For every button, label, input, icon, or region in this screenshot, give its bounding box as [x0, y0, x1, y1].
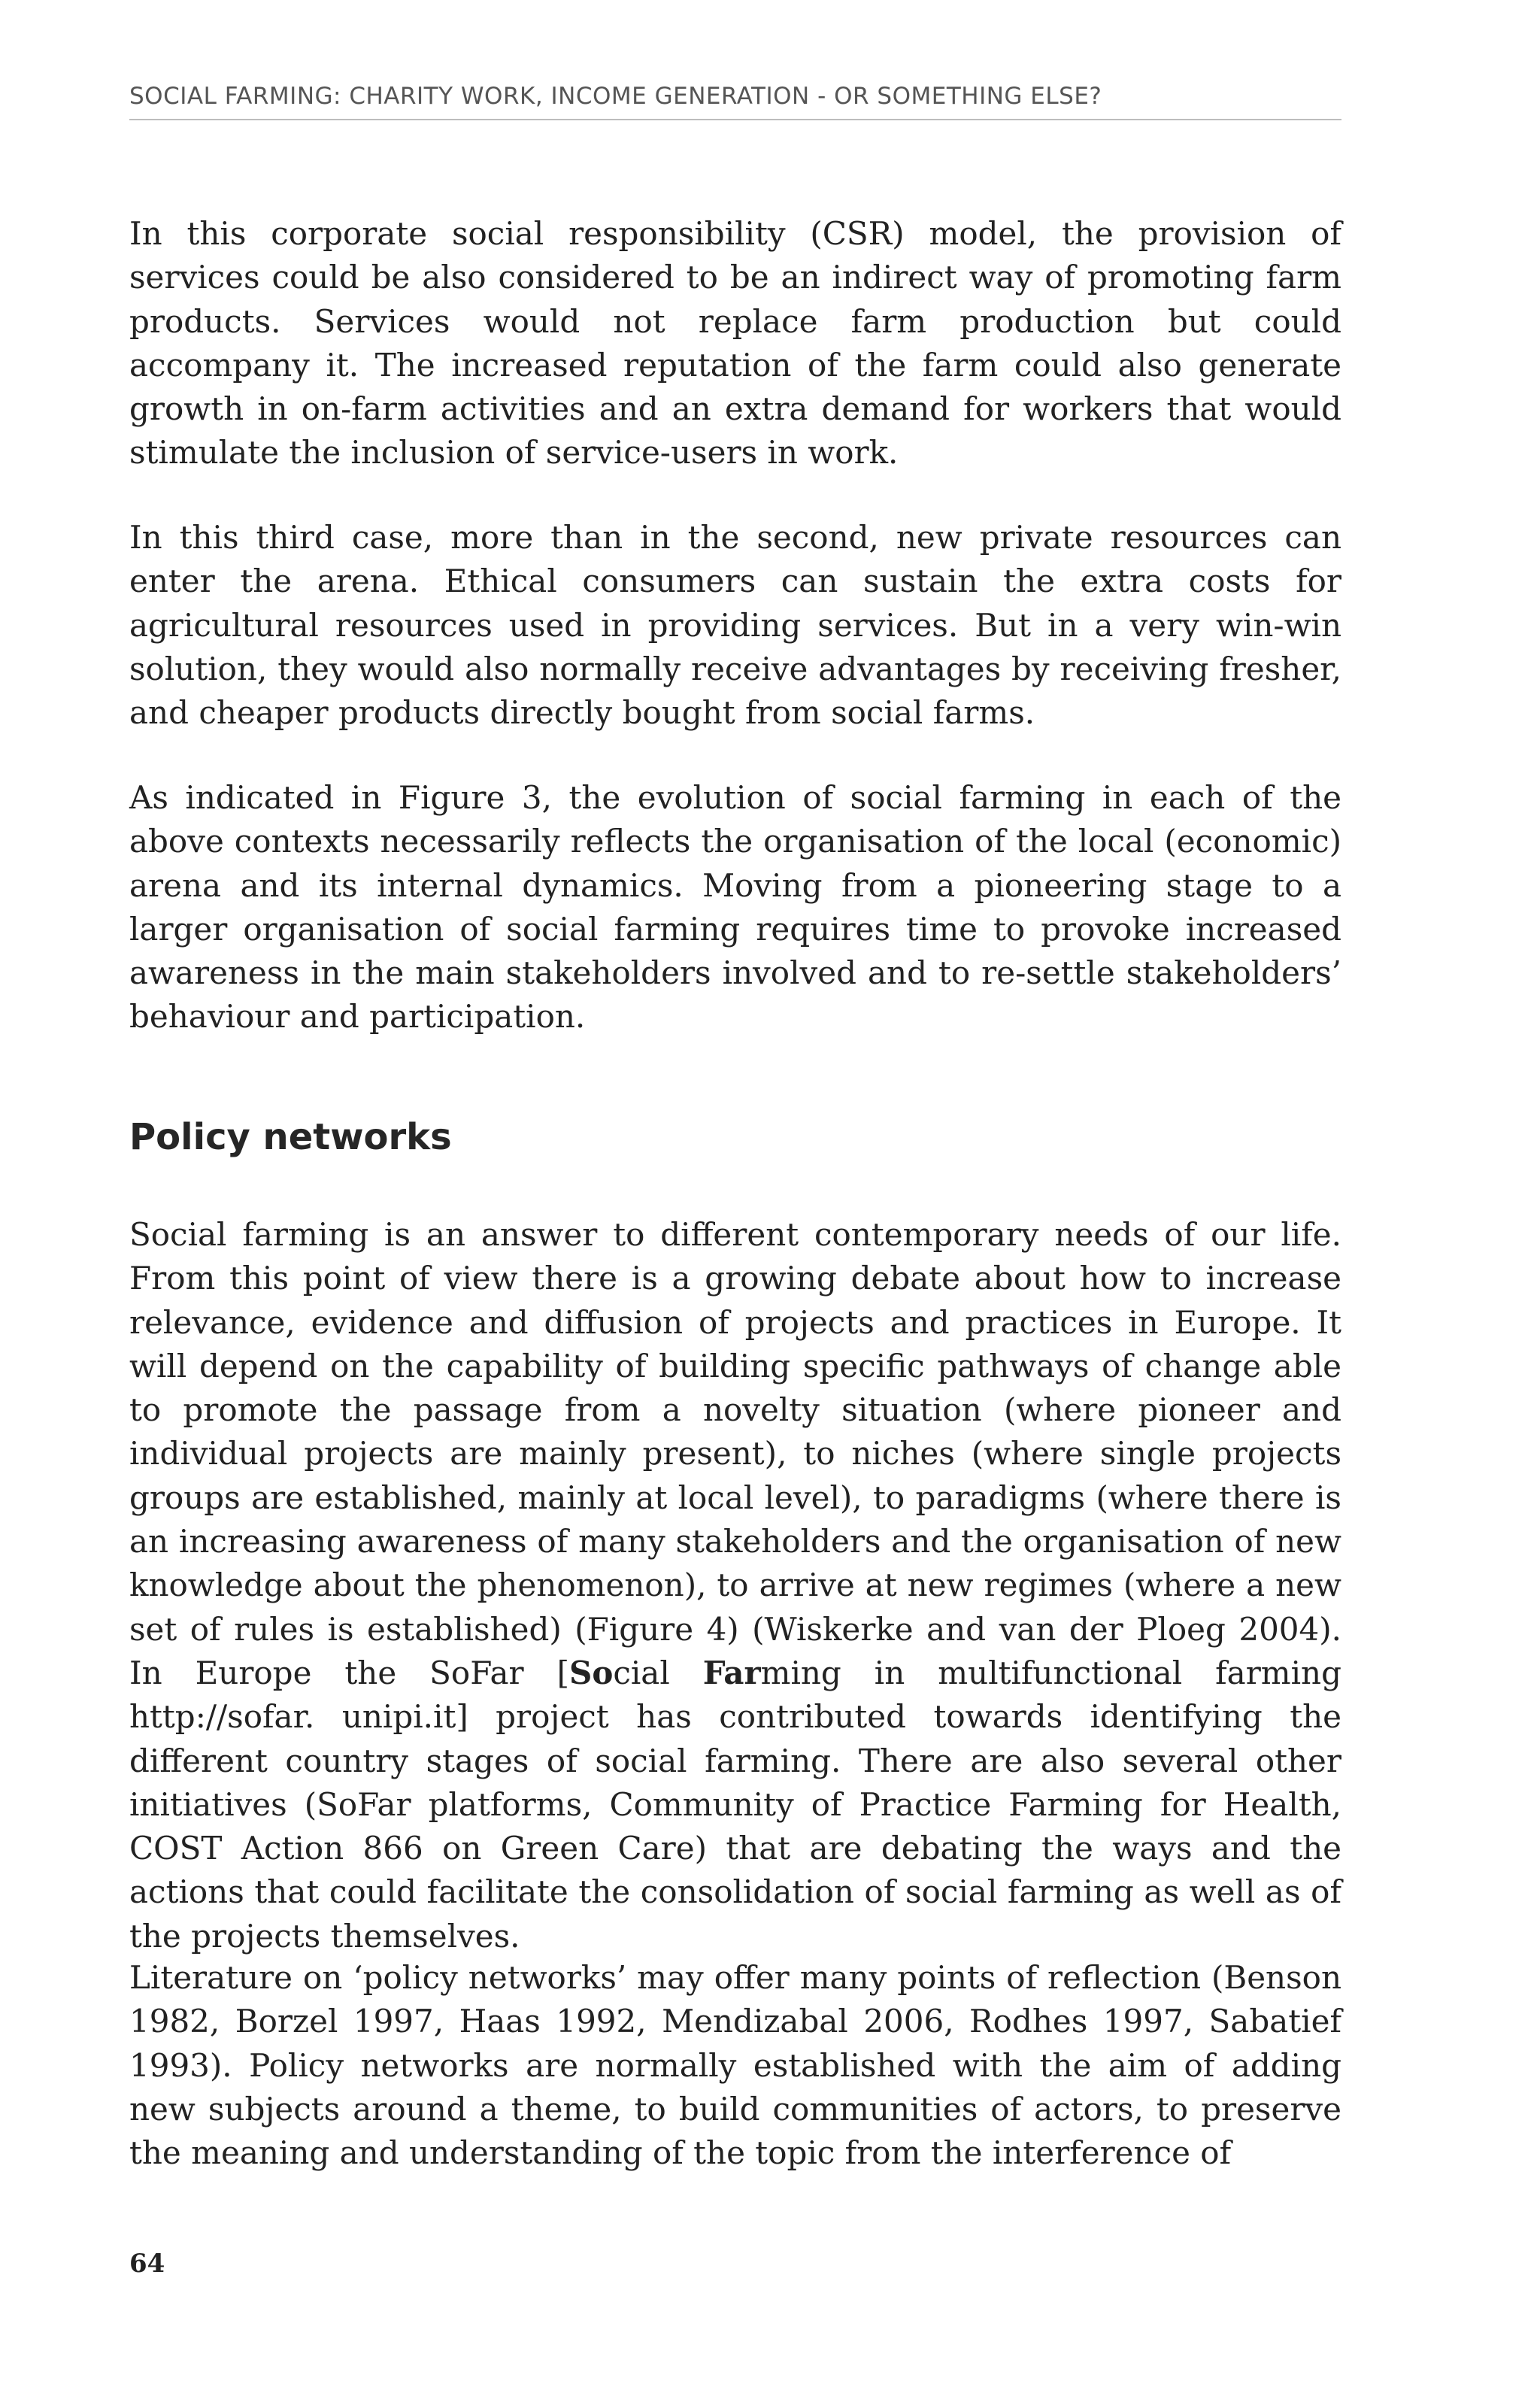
text-run: ming in multifunctional farming http://sofar. unipi.it] project has contributed towards identifying the different country stages of social farming. There are also several other initiatives (SoFar platforms, Community of Practice Farming for Health, COST Action 866 on Green Care) that are debating the ways and the actions that could facilitate the consolidation of social farming as well as of the projects themselves. [129, 1654, 1341, 1955]
header-divider [129, 119, 1341, 120]
text-run: Social farming is an answer to different contemporary needs of our life. From this point of view there is a growing debate about how to increase relevance, evidence and diffusion of projects and practices in Europe. It will depend on the capability of building specific pathways of change able to promote the passage from a novelty situation (where pioneer and individual projects are mainly present), to niches (where single projects groups are established, mainly at local level), to paradigms (where there is an increasing awareness of many stakeholders and the organisation of new knowledge about the phenomenon), to arrive at new regimes (where a new set of rules is established) (Figure 4) (Wiskerke and van der Ploeg 2004). In Europe the SoFar [ [129, 1216, 1341, 1691]
bold-so: So [568, 1654, 614, 1691]
paragraph-figure-3: As indicated in Figure 3, the evolution of social farming in each of the above contexts necessarily reflects the organisation of the local (economic) arena and its internal dynamics. Moving from a pioneering stage to a larger organisation of social farming requires time to provoke increased awareness in the main stakeholders involved and to re-settle stakeholders’ behaviour and participation. [129, 779, 1341, 1036]
paragraph-third-case: In this third case, more than in the second, new private resources can enter the arena. Ethical consumers can sustain the extra costs for agricultural resources used in providing services. But in a very win-win solution, they would also normally receive advantages by receiving fresher, and cheaper products directly bought from social farms. [129, 519, 1341, 732]
running-header: SOCIAL FARMING: CHARITY WORK, INCOME GENERATION - OR SOMETHING ELSE? [129, 83, 1102, 110]
paragraph-csr-model: In this corporate social responsibility (CSR) model, the provision of services could be also considered to be an indirect way of promoting farm products. Services would not replace farm production but could accompany it. The increased reputation of the farm could also generate growth in on-farm activities and an extra demand for workers that would stimulate the inclusion of service-users in work. [129, 215, 1341, 472]
bold-far: Far [702, 1654, 761, 1691]
paragraph-social-farming-answer [129, 1213, 1341, 1958]
page-number: 64 [129, 2249, 165, 2279]
section-heading-policy-networks: Policy networks [129, 1116, 452, 1158]
text-run: cial [613, 1654, 703, 1691]
paragraph-policy-networks-literature: Literature on ‘policy networks’ may offer many points of reflection (Benson 1982, Borzel 1997, Haas 1992, Mendizabal 2006, Rodhes 1997, Sabatief 1993). Policy networks are normally established with the aim of adding new subjects around a theme, to build communities of actors, to preserve the meaning and understanding of the topic from the interference of [129, 1959, 1341, 2172]
